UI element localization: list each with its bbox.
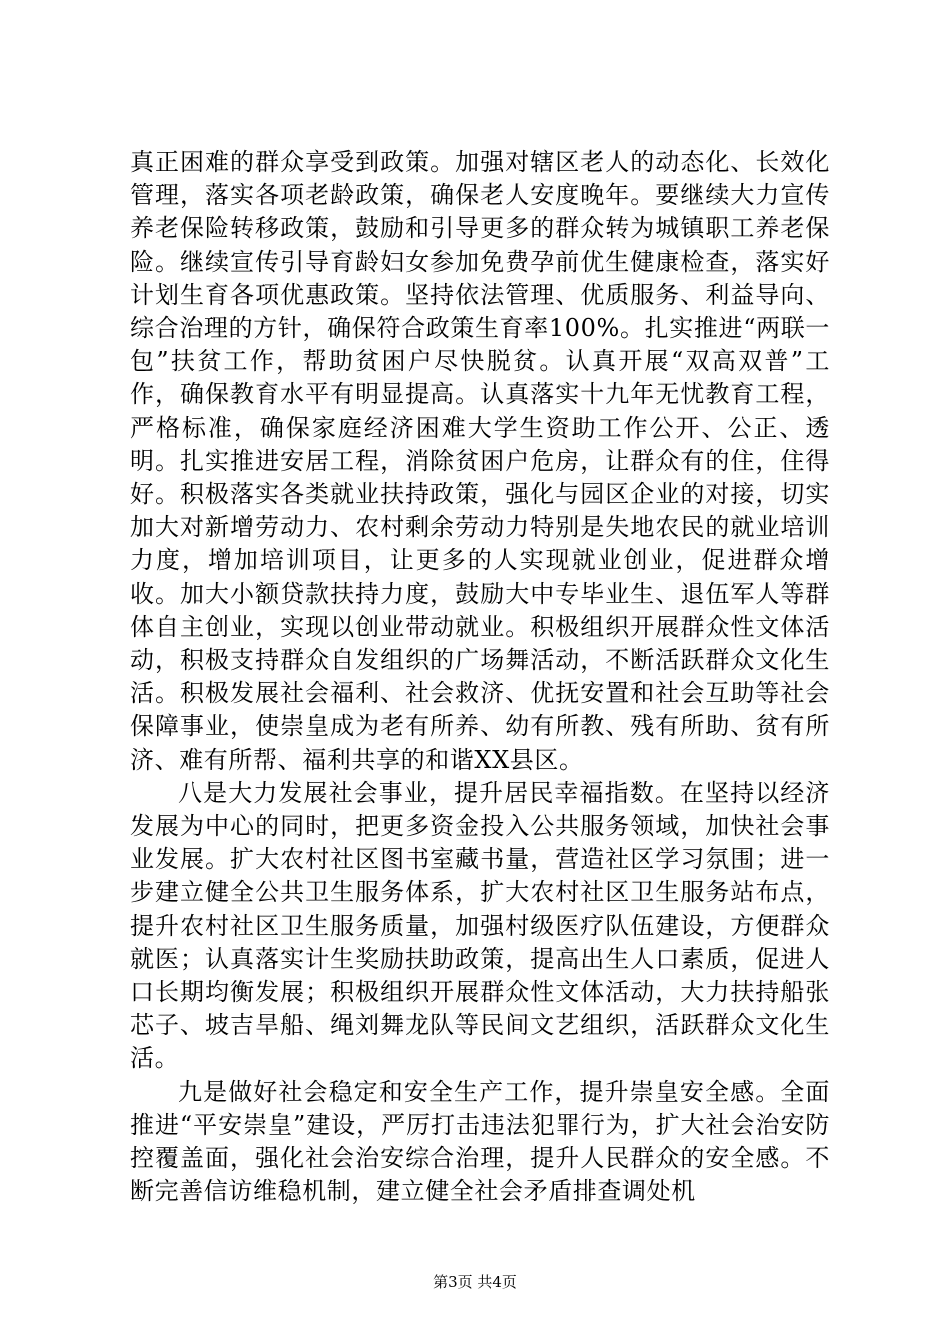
paragraph-eight: 八是大力发展社会事业，提升居民幸福指数。在坚持以经济发展为中心的同时，把更多资金投入公共服务领域，加快社会事业发展。扩大农村社区图书室藏书量，营造社区学习氛围；进一步建立健全公共卫生服务体系，扩大农村社区卫生服务站布点，提升农村社区卫生服务质量，加强村级医疗队伍建设，方便群众就医；认真落实计生奖励扶助政策，提高出生人口素质，促进人口长期均衡发展；积极组织开展群众性文体活动，大力扶持船张芯子、坡吉旱船、绳刘舞龙队等民间文艺组织，活跃群众文化生活。 — [130, 778, 830, 1073]
paragraph-continued: 真正困难的群众享受到政策。加强对辖区老人的动态化、长效化管理，落实各项老龄政策，确保老人安度晚年。要继续大力宣传养老保险转移政策，鼓励和引导更多的群众转为城镇职工养老保险。继续宣传引导育龄妇女参加免费孕前优生健康检查，落实好计划生育各项优惠政策。坚持依法管理、优质服务、利益导向、综合治理的方针，确保符合政策生育率100%。扎实推进“两联一包”扶贫工作，帮助贫困户尽快脱贫。认真开展“双高双普”工作，确保教育水平有明显提高。认真落实十九年无忧教育工程，严格标准，确保家庭经济困难大学生资助工作公开、公正、透明。扎实推进安居工程，消除贫困户危房，让群众有的住，住得好。积极落实各类就业扶持政策，强化与园区企业的对接，切实加大对新增劳动力、农村剩余劳动力特别是失地农民的就业培训力度，增加培训项目，让更多的人实现就业创业，促进群众增收。加大小额贷款扶持力度，鼓励大中专毕业生、退伍军人等群体自主创业，实现以创业带动就业。积极组织开展群众性文体活动，积极支持群众自发组织的广场舞活动，不断活跃群众文化生活。积极发展社会福利、社会救济、优抚安置和社会互助等社会保障事业，使崇皇成为老有所养、幼有所教、残有所助、贫有所济、难有所帮、福利共享的和谐XX县区。 — [130, 148, 830, 774]
page-footer: 第3页 共4页 — [433, 1273, 517, 1291]
paragraph-nine: 九是做好社会稳定和安全生产工作，提升崇皇安全感。全面推进“平安崇皇”建设，严厉打击违法犯罪行为，扩大社会治安防控覆盖面，强化社会治安综合治理，提升人民群众的安全感。不断完善信访维稳机制，建立健全社会矛盾排查调处机 — [130, 1077, 830, 1206]
document-body — [130, 146, 830, 1209]
